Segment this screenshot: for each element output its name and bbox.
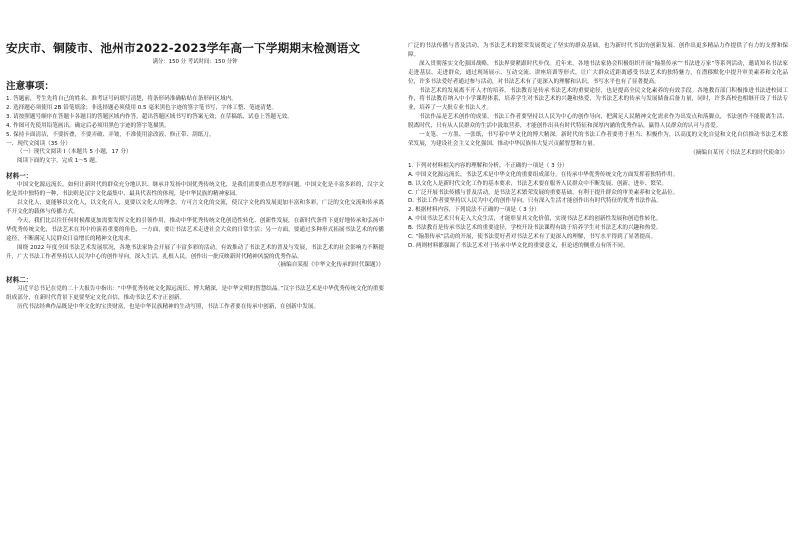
passage-paragraph: 深入贯彻落实文化强国战略，书法界要紧跟时代步伐。近年来，各地书法家协会积极组织开展“翰墨传承”“书法进万家”等系列活动，邀请知名书法家走进基层、走进群众，通过现场展示、互动交流、讲座培训等形式，让广大群众近距离感受书法艺术的独特魅力，在潜移默化中提升审美素养和文化品位，许多书法爱好者通过参与活动，对书法艺术有了更深入的理解和认识，书写水平也有了显著提高。 — [408, 60, 788, 85]
question-option: C. “翰墨传承”活动的开展，使书法爱好者对书法艺术有了更深入的理解，书写水平得到了显著提高。 — [408, 234, 657, 241]
question-option: D. 书法工作者要坚持以人民为中心的创作导向，只有深入生活才能创作出有时代特征的优秀书法作品。 — [408, 198, 662, 205]
passage-paragraph: 今天，我们比以往任何时候都更加需要发挥文化的引领作用，推动中华优秀传统文化创造性转化、创新性发展，在新时代条件下更好地传承和弘扬中华优秀传统文化，书法艺术在其中扮演着重要的角色，一方面，要让书法艺术走进社会大众的日常生活；另一方面，要通过多种形式拓展书法艺术的传播途径，不断满足人民群众日益增长的精神文化需求。 — [6, 217, 384, 242]
notice-item: 5. 保持卡面清洁，不要折叠，不要弄破、弄皱，不准使用涂改液、修正带、刮纸刀。 — [6, 131, 215, 138]
question-option: A. 中国书法艺术只有走入大众生活，才能彰显其文化价值，实现书法艺术的创新性发展和创造性转化。 — [408, 216, 662, 223]
notice-item: 3. 请按照题号顺序在答题卡各题目的答题区域内作答，超出答题区域书写的答案无效；在草稿纸、试卷上答题无效。 — [6, 113, 293, 120]
notice-item: 4. 作图可先使用铅笔画出，确定后必须用黑色字迹的签字笔描黑。 — [6, 122, 170, 129]
passage-paragraph: 中国文化源远流长，如何让新时代的群众充分地认识、继承并发扬中国优秀传统文化，是我们需要重点思考的问题。中国文化是丰富多彩的，汉字文化是其中独特的一种，书法则是汉字文化最集中、最具代表性的体现，是中华民族的精神家园。 — [6, 182, 384, 198]
notice-title: 注意事项： — [6, 81, 54, 92]
passage-paragraph: 书法作品是艺术创作的成果。书法工作者要坚持以人民为中心的创作导向，把满足人民精神文化需求作为出发点和落脚点，书法创作不能脱离生活、脱离时代，只有从人民群众的生活中汲取营养，才能创作出具有时代特征和深厚内涵的优秀作品，赢得人民群众的认可与喜爱。 — [408, 114, 788, 130]
source-note: （摘编自某报《中华文化传承的时代课题》） — [274, 262, 384, 269]
question-option: B. 以文化人是新时代文化工作的基本要求，书法艺术要在服务人民群众中不断发展、创新、进步、繁荣。 — [408, 180, 668, 187]
question-option: C. 广泛开展书法传播与普及活动，是书法艺术繁荣发展的重要基础，有利于提升群众的审美素养和文化品位。 — [408, 189, 679, 196]
passage-paragraph: 一支笔、一方墨、一张纸，书写着中华文化的博大精深。新时代的书法工作者要勇于担当、积极作为，以高度的文化自觉和文化自信推动书法艺术繁荣发展，为建设社会主义文化强国、推动中华民族伟大复兴贡献智慧和力量。 — [408, 132, 788, 147]
question-stem: 1. 下列对材料相关内容的理解和分析，不正确的一项是（ 3 分） — [408, 162, 568, 169]
notice-item: 2. 选择题必须使用 2B 铅笔填涂；非选择题必须使用 0.5 毫米黑色字迹的签字笔书写，字体工整、笔迹清楚。 — [6, 104, 278, 111]
exam-meta: 满分：150 分 考试时间：150 分钟 — [152, 59, 238, 65]
question-option: D. 两则材料都强调了书法艺术对于传承中华文化的重要意义，但论述的侧重点有所不同。 — [408, 242, 629, 249]
passage-paragraph: 历代书法经典作品既是中华文化的宝贵财富，也是中华民族精神的生动写照，书法工作者要在传承中创新，在创新中发展。 — [17, 304, 320, 311]
exam-title: 安庆市、铜陵市、池州市2022-2023学年高一下学期期末检测语文 — [6, 41, 361, 55]
material-label: 材料二： — [6, 276, 33, 285]
question-stem: 2. 根据材料内容，下列说法不正确的一项是（ 3 分） — [408, 207, 540, 214]
notice-item: 1. 答题前，考生先将自己的姓名、准考证号码填写清楚，将条形码准确粘贴在条形码区域内。 — [6, 96, 237, 102]
instruction: 阅读下面的文字，完成 1～5 题。 — [17, 158, 101, 165]
left-column — [6, 40, 384, 312]
question-option: B. 书法教育是传承书法艺术的重要途径，学校开设书法课程有助于培养学生对书法艺术的兴趣和热爱。 — [408, 225, 662, 232]
source-note: （摘编自某刊《书法艺术的时代使命》） — [690, 149, 788, 156]
right-column — [408, 42, 788, 251]
passage-paragraph: 广泛的书法传播与普及活动，为书法艺术的繁荣发展奠定了坚实的群众基础，也为新时代书法的创新发展、创作出更多精品力作提供了有力的支撑和保障。 — [408, 43, 788, 58]
subsection-heading: （一）现代文阅读 I（本题共 5 小题，17 分） — [17, 149, 132, 156]
passage-paragraph: 书法艺术的发展离不开人才的培养。书法教育是传承书法艺术的重要途径，也是提高全民文化素养的有效手段。各地教育部门积极推进书法进校园工作，将书法教育纳入中小学课程体系，培养学生对书法艺术的兴趣和热爱，为书法艺术的传承与发展储备后备力量，同时，许多高校也相继开设了书法专业，培养了一大批专业书法人才。 — [408, 87, 788, 112]
section-heading: 一、现代文阅读（35 分） — [6, 140, 71, 147]
question-option: A. 中国文化源远流长，书法艺术是中华文化的重要组成部分，在传承中华优秀传统文化方面发挥着独特作用。 — [408, 171, 679, 178]
passage-paragraph: 以文化人，更能够以文化人，以文化育人，更要以文化人的理念，方可言文化的交流，使汉字文化的发展更加丰富和多彩，广泛的文化交流和传承离不开文化的载体与传播方式。 — [6, 200, 384, 215]
material-label: 材料一： — [6, 172, 33, 181]
passage-paragraph: 习近平总书记在党的二十大报告中指出：“中华优秀传统文化源远流长、博大精深，是中华文明的智慧结晶。”汉字书法艺术是中华优秀传统文化的重要组成部分，在新时代背景下更要坚定文化自信，推动书法艺术守正创新。 — [6, 286, 384, 302]
passage-paragraph: 围绕 2022 年度全国书法艺术发展状况，各地书法家协会开展了丰富多彩的活动，有效推动了书法艺术的普及与发展，书法艺术的社会影响力不断提升，广大书法工作者坚持以人民为中心的创作导向，深入生活、扎根人民，创作出一批反映新时代精神风貌的优秀作品。 — [6, 244, 384, 260]
